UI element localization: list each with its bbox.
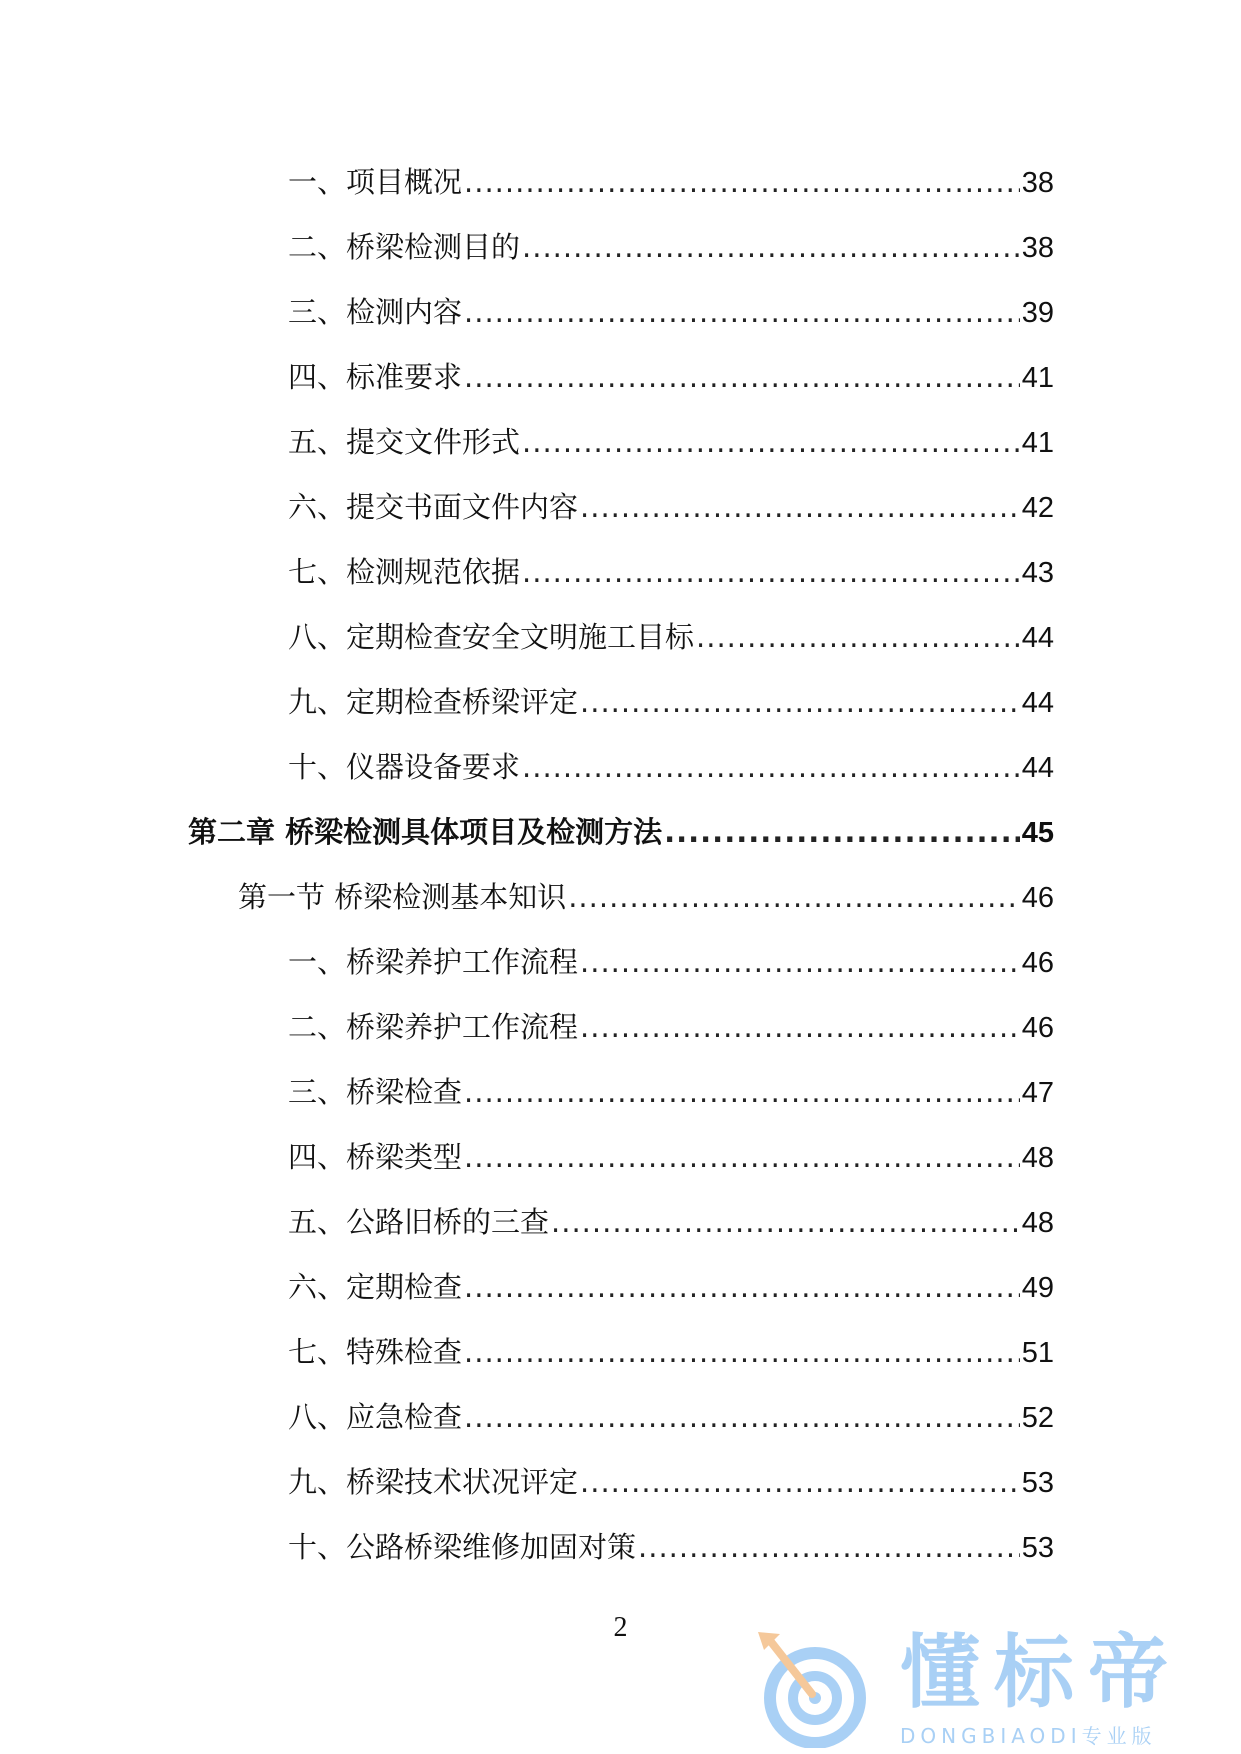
toc-entry-page: 47 [1021,1077,1054,1109]
toc-entry-title: 五、提交文件形式 [288,425,521,459]
toc-dot-leader [696,617,1020,657]
toc-entry[interactable] [288,1462,1054,1502]
toc-dot-leader [464,292,1020,332]
toc-section-entry[interactable] [238,877,1054,917]
toc-dot-leader [464,1267,1020,1307]
toc-entry-page: 44 [1021,752,1054,784]
toc-entry-title: 九、桥梁技术状况评定 [288,1465,579,1499]
toc-entry-page: 39 [1021,297,1054,329]
watermark [750,1628,1220,1748]
toc-entry-page: 53 [1021,1532,1054,1564]
toc-entry-page: 44 [1021,687,1054,719]
toc-dot-leader [664,812,1020,852]
toc-entry-title: 六、定期检查 [288,1270,463,1304]
toc-dot-leader [464,1072,1020,1112]
watermark-brand: 懂标帝 [900,1626,1182,1719]
toc-dot-leader [464,1397,1020,1437]
toc-entry[interactable] [288,227,1054,267]
toc-entry-page: 44 [1021,622,1054,654]
toc-entry[interactable] [288,162,1054,202]
toc-dot-leader [522,552,1020,592]
toc-dot-leader [551,1202,1020,1242]
toc-entry-page: 46 [1021,947,1054,979]
toc-entry-page: 46 [1021,882,1054,914]
toc-entry[interactable] [288,1527,1054,1567]
toc-entry[interactable] [288,357,1054,397]
toc-entry-page: 48 [1021,1142,1054,1174]
toc-entry[interactable] [288,292,1054,332]
toc-dot-leader [522,227,1020,267]
toc-entry-page: 41 [1021,362,1054,394]
toc-dot-leader [522,422,1020,462]
toc-entry-title: 四、桥梁类型 [288,1140,463,1174]
toc-entry-title: 十、仪器设备要求 [288,750,521,784]
toc-entry-title: 三、桥梁检查 [288,1075,463,1109]
toc-entry-title: 九、定期检查桥梁评定 [288,685,579,719]
toc-entry-page: 38 [1021,232,1054,264]
toc-entry-title: 八、应急检查 [288,1400,463,1434]
toc-dot-leader [464,357,1020,397]
toc-dot-leader [568,877,1020,917]
toc-entry[interactable] [288,1267,1054,1307]
toc-entry[interactable] [288,682,1054,722]
toc-dot-leader [464,1137,1020,1177]
toc-dot-leader [464,162,1020,202]
toc-entry[interactable] [288,1137,1054,1177]
toc-dot-leader [464,1332,1020,1372]
toc-entry[interactable] [288,1072,1054,1112]
toc-entry[interactable] [288,1397,1054,1437]
toc-entry[interactable] [288,552,1054,592]
toc-entry-title: 五、公路旧桥的三查 [288,1205,550,1239]
toc-entry[interactable] [288,487,1054,527]
watermark-subtitle: DONGBIAODI专业版 [900,1724,1157,1748]
toc-entry-title: 二、桥梁养护工作流程 [288,1010,579,1044]
toc-entry-title: 三、检测内容 [288,295,463,329]
toc-entry[interactable] [288,1202,1054,1242]
toc-entry-title: 十、公路桥梁维修加固对策 [288,1530,637,1564]
toc-entry-page: 45 [1021,817,1054,849]
toc-entry-page: 48 [1021,1207,1054,1239]
toc-dot-leader [580,487,1020,527]
toc-entry-title: 一、项目概况 [288,165,463,199]
toc-entry-page: 46 [1021,1012,1054,1044]
toc-entry-page: 41 [1021,427,1054,459]
toc-dot-leader [522,747,1020,787]
toc-entry-title: 六、提交书面文件内容 [288,490,579,524]
toc-entry[interactable] [288,617,1054,657]
page-number: 2 [613,1612,628,1643]
toc-entry-title: 八、定期检查安全文明施工目标 [288,620,695,654]
toc-dot-leader [580,682,1020,722]
toc-entry[interactable] [288,747,1054,787]
toc-entry-page: 49 [1021,1272,1054,1304]
toc-entry-title: 七、检测规范依据 [288,555,521,589]
toc-entry-page: 51 [1021,1337,1054,1369]
toc-entry-title: 第一节 桥梁检测基本知识 [238,880,567,914]
toc-entry-title: 七、特殊检查 [288,1335,463,1369]
toc-entry-page: 52 [1021,1402,1054,1434]
toc-entry-title: 一、桥梁养护工作流程 [288,945,579,979]
toc-dot-leader [580,942,1020,982]
toc-entry[interactable] [288,422,1054,462]
toc-entry-title: 二、桥梁检测目的 [288,230,521,264]
toc-entry-title: 第二章 桥梁检测具体项目及检测方法 [188,815,663,849]
toc-dot-leader [580,1462,1020,1502]
toc-entry[interactable] [288,1007,1054,1047]
toc-dot-leader [638,1527,1020,1567]
toc-entry[interactable] [288,942,1054,982]
toc-entry-page: 38 [1021,167,1054,199]
target-arrow-logo-icon [750,1628,880,1748]
toc-entry-page: 43 [1021,557,1054,589]
toc-entry[interactable] [288,1332,1054,1372]
toc-chapter-entry[interactable] [188,812,1054,852]
toc-entry-page: 42 [1021,492,1054,524]
toc-entry-page: 53 [1021,1467,1054,1499]
toc-dot-leader [580,1007,1020,1047]
toc-entry-title: 四、标准要求 [288,360,463,394]
